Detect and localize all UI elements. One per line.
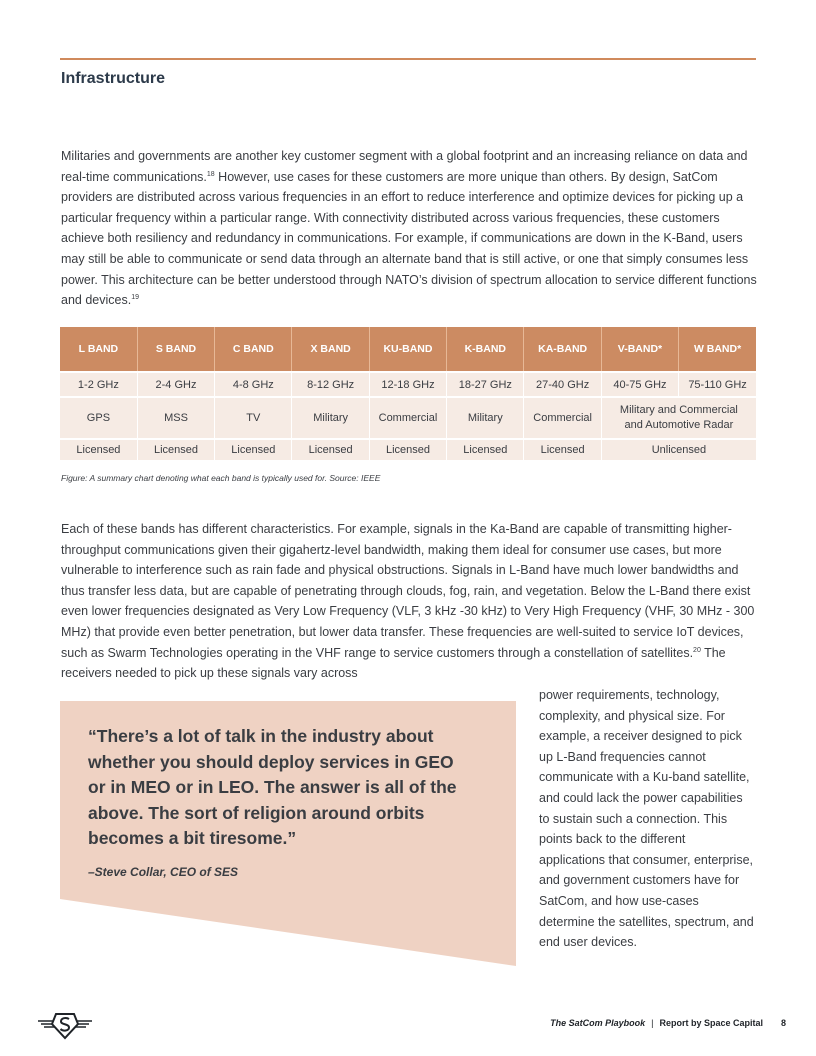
frequency-cell: 27-40 GHz xyxy=(524,372,601,397)
frequency-cell: 2-4 GHz xyxy=(137,372,214,397)
use-cell: TV xyxy=(215,397,292,439)
frequency-cell: 75-110 GHz xyxy=(679,372,756,397)
frequency-cell: 4-8 GHz xyxy=(215,372,292,397)
page-footer xyxy=(550,1018,786,1028)
top-rule xyxy=(60,58,756,60)
licensing-cell: Licensed xyxy=(60,439,137,460)
footer-publication: The SatCom Playbook xyxy=(550,1018,646,1028)
space-capital-logo-icon xyxy=(36,1008,94,1040)
intro-text-a: Militaries and governments are another key customer segment with a global footprint and an increasing reliance on data and real-time communications. xyxy=(61,149,748,184)
band-header: K-BAND xyxy=(447,327,524,372)
use-cell: Commercial xyxy=(369,397,446,439)
frequency-cell: 18-27 GHz xyxy=(447,372,524,397)
band-table xyxy=(60,327,756,460)
licensing-cell: Licensed xyxy=(369,439,446,460)
frequency-cell: 8-12 GHz xyxy=(292,372,369,397)
use-cell-merged: Military and Commercial and Automotive Radar xyxy=(601,397,756,439)
intro-paragraph xyxy=(61,146,761,311)
frequency-cell: 12-18 GHz xyxy=(369,372,446,397)
footer-report: Report by Space Capital xyxy=(659,1018,763,1028)
licensing-cell: Licensed xyxy=(292,439,369,460)
band-header: W BAND* xyxy=(679,327,756,372)
use-cell: MSS xyxy=(137,397,214,439)
intro-text-b: However, use cases for these customers are more unique than others. By design, SatCom providers are distributed across various frequencies in an effort to reduce interference and optimize devices for picking up a particular frequency within a particular range. With connectivity distributed across various frequencies, these customers achieve both resiliency and redundancy in communications. For example, if communications are down in the K-Band, users may still be able to communicate or send data through an alternate band that is still active, or one that simply consumes less power. This architecture can be better understood through NATO’s division of spectrum allocation to service different functions and devices. xyxy=(61,169,757,308)
use-cell: GPS xyxy=(60,397,137,439)
pull-quote-text: “There’s a lot of talk in the industry about whether you should deploy services in GEO or in MEO or in LEO. The answer is all of the above. The sort of religion around orbits becomes a bit tiresome.” xyxy=(88,726,457,848)
figure-caption: Figure: A summary chart denoting what each band is typically used for. Source: IEEE xyxy=(61,473,381,483)
body-text-b: The receivers needed to pick up these signals vary across xyxy=(61,645,726,681)
band-header: X BAND xyxy=(292,327,369,372)
frequency-cell: 40-75 GHz xyxy=(601,372,678,397)
footnote-ref-18: 18 xyxy=(206,170,215,178)
use-row xyxy=(60,397,756,439)
licensing-cell: Licensed xyxy=(137,439,214,460)
footnote-ref-19: 19 xyxy=(131,294,139,301)
footnote-ref-20: 20 xyxy=(693,646,701,654)
band-header: V-BAND* xyxy=(601,327,678,372)
body-text-a: Each of these bands has different characteristics. For example, signals in the Ka-Band are capable of transmitting higher-throughput communications given their gigahertz-level bandwidth, making them ideal for consumer use cases, but more vulnerable to interference such as rain fade and physical obstructions. Signals in L-Band have much lower bandwidths and thus transfer less data, but are capable of penetrating through clouds, fog, rain, and vegetation. Below the L-Band there exist even lower frequencies designated as Very Low Frequency (VLF, 3 kHz -30 kHz) to Very High Frequency (VHF, 30 MHz - 300 MHz) that provide even better penetration, but lower data transfer. These frequencies are well-suited to service IoT devices, such as Swarm Technologies operating in the VHF range to service customers through a constellation of satellites. xyxy=(61,522,755,660)
licensing-cell: Licensed xyxy=(447,439,524,460)
band-header: KU-BAND xyxy=(369,327,446,372)
frequency-cell: 1-2 GHz xyxy=(60,372,137,397)
use-cell: Military xyxy=(447,397,524,439)
frequency-row xyxy=(60,372,756,397)
pull-quote-attribution: –Steve Collar, CEO of SES xyxy=(88,865,239,879)
licensing-cell: Licensed xyxy=(215,439,292,460)
section-title: Infrastructure xyxy=(61,70,166,87)
body-paragraph-continued: power requirements, technology, complexity, and physical size. For example, a receiver designed to pick up L-Band frequencies cannot communicate with a Ku-band satellite, and could lack the power capabilities to sustain such a connection. This points back to the different applications that consumer, enterprise, and government customers have for SatCom, and how use-cases determine the satellites, spectrum, and end user devices. xyxy=(539,688,754,950)
footer-separator: | xyxy=(651,1018,654,1028)
band-header: C BAND xyxy=(215,327,292,372)
licensing-cell: Licensed xyxy=(524,439,601,460)
licensing-row xyxy=(60,439,756,460)
band-header-row xyxy=(60,327,756,372)
band-header: S BAND xyxy=(137,327,214,372)
use-cell: Military xyxy=(292,397,369,439)
band-header: L BAND xyxy=(60,327,137,372)
body-paragraph xyxy=(61,519,761,684)
page-number: 8 xyxy=(780,1018,786,1028)
licensing-cell-merged: Unlicensed xyxy=(601,439,756,460)
band-header: KA-BAND xyxy=(524,327,601,372)
use-cell: Commercial xyxy=(524,397,601,439)
